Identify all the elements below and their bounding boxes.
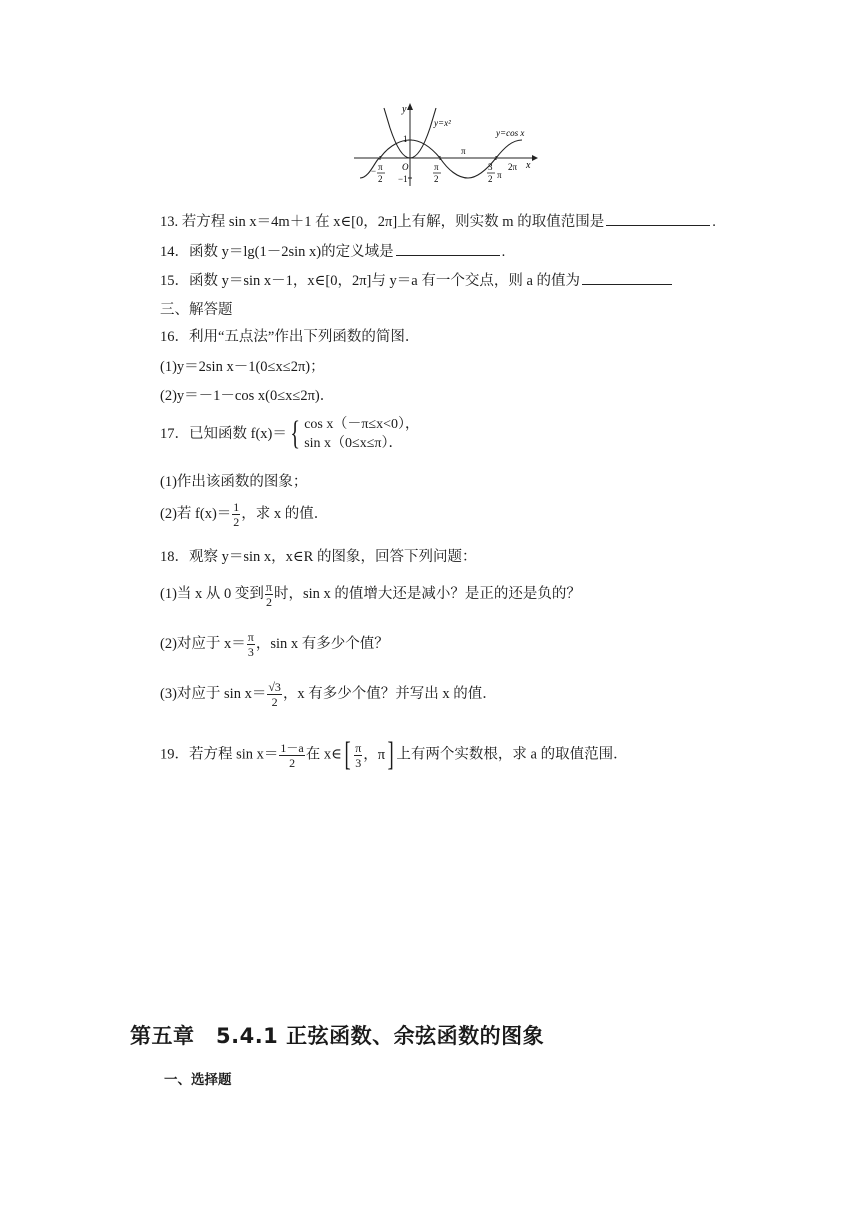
question-17-stem <box>160 415 419 453</box>
fraction-denominator: 3 <box>247 645 254 659</box>
curve-label-cosine: y=cos x <box>496 128 525 138</box>
answer-blank-14[interactable] <box>396 241 500 256</box>
question-18-part-1 <box>160 580 581 609</box>
fraction-sqrt3-over-2 <box>267 680 282 709</box>
tick-label-half-pi-den: 2 <box>434 174 439 184</box>
question-18-part-1-text: (1)当 x 从 0 变到 <box>160 585 264 602</box>
fraction-one-half <box>232 500 240 529</box>
fraction-denominator: 3 <box>355 755 362 770</box>
fraction-numerator: 1－a <box>280 740 304 755</box>
piecewise-case-2: sin x（0≤x≤π）． <box>304 436 403 451</box>
answer-blank-15[interactable] <box>582 270 672 285</box>
tick-label-two-pi: 2π <box>508 162 518 172</box>
question-17-part-2-end: ，求 x 的值． <box>241 505 329 522</box>
function-graph-figure <box>350 100 540 192</box>
tick-label-one: 1 <box>403 134 408 144</box>
y-axis-label: y <box>402 104 407 115</box>
question-16-stem: 16．利用“五点法”作出下列函数的简图． <box>160 329 420 345</box>
section-heading-choice: 一、选择题 <box>164 1072 232 1088</box>
question-14-text: 14．函数 y＝lg(1－2sin x)的定义域是 <box>160 244 394 260</box>
question-15 <box>160 270 674 291</box>
chapter-title: 第五章 5.4.1 正弦函数、余弦函数的图象 <box>130 1024 545 1048</box>
fraction-one-minus-a-over-2 <box>279 741 304 770</box>
left-brace: { <box>290 415 300 452</box>
fraction-denominator: 2 <box>271 695 278 709</box>
fraction-denominator: 2 <box>289 755 296 770</box>
tick-label-pi: π <box>461 146 466 156</box>
question-13-end: . <box>712 214 716 230</box>
tick-label-neg-half-pi-den: 2 <box>378 174 383 184</box>
question-19-mid: 在 x∈ <box>305 746 342 763</box>
question-18-part-3-text: (3)对应于 sin x＝ <box>160 685 267 702</box>
question-17-text: 17．已知函数 f(x)＝ <box>160 426 287 442</box>
question-18-part-2-end: ，sin x 有多少个值？ <box>255 635 389 652</box>
question-19-text: 19．若方程 sin x＝ <box>160 746 279 763</box>
curve-label-parabola: y=x² <box>434 118 451 128</box>
interval-end: ，π <box>363 747 386 763</box>
fraction-numerator: 1 <box>233 500 240 514</box>
tick-label-neg-one: −1 <box>398 174 408 184</box>
fraction-numerator: π <box>247 630 254 644</box>
fraction-numerator: π <box>355 740 362 755</box>
question-17-part-1: (1)作出该函数的图象； <box>160 474 308 490</box>
question-15-text: 15．函数 y＝sin x－1，x∈[0，2π]与 y＝a 有一个交点，则 a 的值为 <box>160 273 581 289</box>
question-17-part-2 <box>160 500 328 529</box>
question-18-part-1-end: 时，sin x 的值增大还是减小？是正的还是负的？ <box>273 585 581 602</box>
question-16-part-1: (1)y＝2sin x－1(0≤x≤2π)； <box>160 359 325 375</box>
fraction-numerator: √3 <box>268 680 281 694</box>
answer-blank-13[interactable] <box>606 211 710 226</box>
fraction-denominator: 2 <box>233 515 240 529</box>
tick-label-three-halves-den: 2 <box>488 174 493 184</box>
tick-label-three-halves-pi: π <box>497 170 502 180</box>
question-18-part-2-text: (2)对应于 x＝ <box>160 635 246 652</box>
piecewise-definition <box>287 415 419 453</box>
fraction-interval-start <box>354 741 362 770</box>
question-18-part-2 <box>160 630 389 659</box>
tick-label-neg-half-pi-num: π <box>378 162 383 172</box>
section-heading-answers: 三、解答题 <box>160 302 233 318</box>
x-axis-label: x <box>526 160 531 171</box>
origin-label: O <box>402 162 409 172</box>
interval-bracket <box>342 738 397 772</box>
left-bracket: [ <box>344 736 351 773</box>
question-19-end: 上有两个实数根，求 a 的取值范围． <box>396 746 628 763</box>
piecewise-case-1: cos x（－π≤x<0）， <box>304 417 420 432</box>
fraction-pi-over-2 <box>265 580 273 609</box>
question-17-part-2-text: (2)若 f(x)＝ <box>160 505 232 522</box>
question-14 <box>160 241 505 262</box>
tick-label-half-pi-num: π <box>434 162 439 172</box>
question-16-part-2: (2)y＝－1－cos x(0≤x≤2π)． <box>160 388 335 404</box>
tick-label-three-halves-num: 3 <box>488 162 493 172</box>
right-bracket: ] <box>387 736 394 773</box>
question-14-end: . <box>501 244 506 260</box>
question-13 <box>160 211 716 232</box>
fraction-numerator: π <box>265 580 272 594</box>
question-18-part-3-end: ，x 有多少个值？并写出 x 的值． <box>282 685 497 702</box>
tick-label-neg-sign: − <box>371 166 377 176</box>
question-18-part-3 <box>160 680 497 709</box>
question-19 <box>160 738 628 772</box>
question-13-text: 13. 若方程 sin x＝4m＋1 在 x∈[0，2π]上有解，则实数 m 的取值范围是 <box>160 214 605 230</box>
fraction-denominator: 2 <box>265 595 272 609</box>
question-18-stem: 18．观察 y＝sin x，x∈R 的图象，回答下列问题： <box>160 549 477 565</box>
fraction-pi-over-3 <box>247 630 255 659</box>
